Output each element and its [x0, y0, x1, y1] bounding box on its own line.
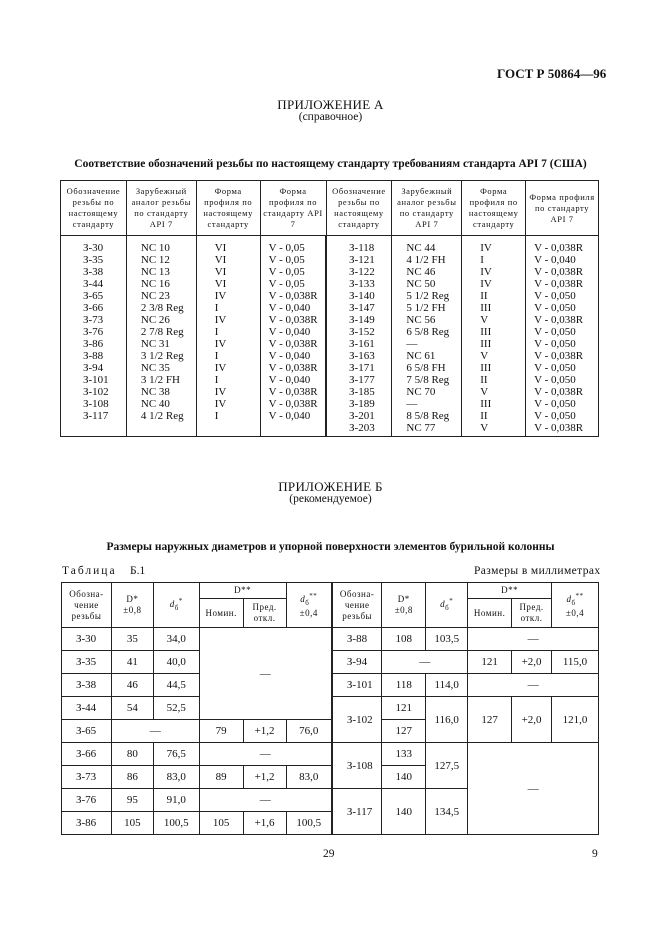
table-cell: V - 0,038R — [260, 362, 326, 374]
d-2star-header: D** — [199, 583, 286, 599]
table-cell: NC 16 — [126, 278, 196, 290]
value-cell: 103,5 — [426, 628, 468, 651]
table-cell: NC 10 — [126, 236, 196, 255]
value-cell: 127 — [382, 720, 426, 743]
table-cell: V - 0,05 — [260, 254, 326, 266]
table-cell: V - 0,040 — [260, 350, 326, 362]
db-star-header: $d_б^*$ — [153, 583, 199, 628]
table-label: Таблица — [62, 565, 117, 577]
designation-cell: З-102 — [61, 386, 127, 398]
column-header: Форма профиля по стандарту API 7 — [526, 181, 599, 236]
designation-cell: З-189 — [326, 398, 392, 410]
table-cell: NC 38 — [126, 386, 196, 398]
table-cell: NC 31 — [126, 338, 196, 350]
table-cell — [260, 422, 326, 437]
designation-cell: З-171 — [326, 362, 392, 374]
table-cell: III — [462, 326, 526, 338]
column-header: Форма профиля по стандарту API 7 — [260, 181, 326, 236]
table-cell: V — [462, 386, 526, 398]
value-cell: 121,0 — [552, 697, 599, 743]
table-cell: IV — [196, 290, 260, 302]
nominal-header: Номин. — [468, 599, 512, 628]
designation-cell: З-86 — [62, 812, 112, 835]
designation-cell: З-86 — [61, 338, 127, 350]
table-cell: 2 3/8 Reg — [126, 302, 196, 314]
table-cell: NC 50 — [392, 278, 462, 290]
designation-cell: З-30 — [62, 628, 112, 651]
table-cell: III — [462, 302, 526, 314]
table-row — [61, 362, 599, 374]
value-cell: 127,5 — [426, 743, 468, 789]
value-cell: 46 — [111, 674, 153, 697]
table-cell: NC 70 — [392, 386, 462, 398]
table-cell: V - 0,050 — [526, 374, 599, 386]
table-cell: V - 0,040 — [260, 326, 326, 338]
value-cell: 127 — [468, 697, 512, 743]
table-cell: II — [462, 374, 526, 386]
table-cell: 5 1/2 FH — [392, 302, 462, 314]
value-cell: 140 — [382, 766, 426, 789]
table-cell: V - 0,050 — [526, 338, 599, 350]
value-cell: 83,0 — [153, 766, 199, 789]
value-cell: 134,5 — [426, 789, 468, 835]
table-cell: V - 0,050 — [526, 410, 599, 422]
dash-cell: — — [468, 674, 599, 697]
designation-cell: З-35 — [61, 254, 127, 266]
table-row — [61, 302, 599, 314]
designation-cell: З-73 — [62, 766, 112, 789]
table-cell: V - 0,05 — [260, 278, 326, 290]
table-cell: V — [462, 314, 526, 326]
table-cell: V - 0,038R — [526, 386, 599, 398]
table-cell: V - 0,038R — [526, 422, 599, 437]
dash-cell: — — [468, 628, 599, 651]
table-cell: NC 61 — [392, 350, 462, 362]
designation-cell: З-44 — [62, 697, 112, 720]
value-cell: 41 — [111, 651, 153, 674]
table-row — [61, 278, 599, 290]
designation-cell: З-88 — [332, 628, 382, 651]
table-cell: I — [196, 302, 260, 314]
value-cell: 140 — [382, 789, 426, 835]
table-cell: 7 5/8 Reg — [392, 374, 462, 386]
designation-cell: З-30 — [61, 236, 127, 255]
designation-cell: З-161 — [326, 338, 392, 350]
table-cell: I — [196, 326, 260, 338]
value-cell: 105 — [199, 812, 243, 835]
value-cell: +1,2 — [243, 720, 286, 743]
table-cell: V - 0,050 — [526, 290, 599, 302]
value-cell: +2,0 — [512, 697, 552, 743]
table-cell: 6 5/8 Reg — [392, 326, 462, 338]
table-cell: II — [462, 410, 526, 422]
designation-cell: З-108 — [61, 398, 127, 410]
value-cell: 44,5 — [153, 674, 199, 697]
designation-cell: З-65 — [62, 720, 112, 743]
table-cell: V - 0,040 — [260, 410, 326, 422]
dash-cell: — — [199, 789, 332, 812]
d-star-header: D* ±0,8 — [111, 583, 153, 628]
table-cell — [196, 422, 260, 437]
table-cell: V - 0,038R — [526, 314, 599, 326]
value-cell: 83,0 — [286, 766, 332, 789]
db-2star-header: $d_б^{**}$ ±0,4 — [552, 583, 599, 628]
table-cell: V - 0,038R — [526, 266, 599, 278]
appendix-a-heading: ПРИЛОЖЕНИЕ А — [277, 97, 384, 112]
designation-header: Обозна- чение резьбы — [332, 583, 382, 628]
designation-cell: З-76 — [62, 789, 112, 812]
table-cell: NC 12 — [126, 254, 196, 266]
value-cell: 95 — [111, 789, 153, 812]
table-row — [61, 290, 599, 302]
table-cell: NC 23 — [126, 290, 196, 302]
table-cell: V - 0,038R — [526, 278, 599, 290]
value-cell: 89 — [199, 766, 243, 789]
table-cell: NC 77 — [392, 422, 462, 437]
table-cell: III — [462, 362, 526, 374]
column-header: Зарубежный аналог резьбы по стандарту API 7 — [392, 181, 462, 236]
table-header-row — [62, 583, 599, 599]
table-cell: V - 0,040 — [526, 254, 599, 266]
page-number-center: 29 — [323, 848, 335, 860]
value-cell: 52,5 — [153, 697, 199, 720]
table-row — [61, 374, 599, 386]
table-cell: IV — [462, 278, 526, 290]
designation-cell: З-73 — [61, 314, 127, 326]
table-row — [61, 254, 599, 266]
designation-cell: З-76 — [61, 326, 127, 338]
column-header: Обозначение резьбы по настоящему стандарту — [326, 181, 392, 236]
table-cell: 2 7/8 Reg — [126, 326, 196, 338]
designation-cell: З-122 — [326, 266, 392, 278]
value-cell: 40,0 — [153, 651, 199, 674]
value-cell: 34,0 — [153, 628, 199, 651]
table-cell: IV — [196, 386, 260, 398]
dash-cell: — — [199, 628, 332, 720]
designation-cell: З-66 — [62, 743, 112, 766]
d-2star-header: D** — [468, 583, 552, 599]
column-header: Форма профиля по настоящему стандарту — [462, 181, 526, 236]
designation-cell: З-121 — [326, 254, 392, 266]
dash-cell: — — [111, 720, 199, 743]
tolerance-header: Пред. откл. — [243, 599, 286, 628]
value-cell: 80 — [111, 743, 153, 766]
table-row — [61, 338, 599, 350]
designation-cell: З-101 — [61, 374, 127, 386]
column-header: Форма профиля по настоящему стандарту — [196, 181, 260, 236]
table-cell: V - 0,038R — [260, 290, 326, 302]
table-cell: NC 13 — [126, 266, 196, 278]
table-cell: IV — [196, 398, 260, 410]
table-cell: I — [462, 254, 526, 266]
value-cell: 54 — [111, 697, 153, 720]
table-cell: IV — [196, 362, 260, 374]
table-row — [61, 386, 599, 398]
designation-cell: З-117 — [332, 789, 382, 835]
table-cell: I — [196, 350, 260, 362]
column-header: Зарубежный аналог резьбы по стандарту API 7 — [126, 181, 196, 236]
table-cell: NC 56 — [392, 314, 462, 326]
table-cell: 3 1/2 FH — [126, 374, 196, 386]
table-cell: 4 1/2 FH — [392, 254, 462, 266]
designation-cell: З-101 — [332, 674, 382, 697]
table-cell: VI — [196, 278, 260, 290]
table-cell: 6 5/8 FH — [392, 362, 462, 374]
table-cell: V - 0,050 — [526, 326, 599, 338]
designation-cell: З-147 — [326, 302, 392, 314]
designation-cell: З-108 — [332, 743, 382, 789]
table-row — [61, 350, 599, 362]
table-cell: V - 0,05 — [260, 266, 326, 278]
table-cell: IV — [462, 236, 526, 255]
table-row — [62, 628, 599, 651]
dimensions-table — [61, 582, 599, 835]
table-row — [61, 326, 599, 338]
page-number-right: 9 — [592, 848, 598, 860]
value-cell: 76,5 — [153, 743, 199, 766]
table-cell: V - 0,038R — [260, 338, 326, 350]
designation-cell: З-38 — [61, 266, 127, 278]
value-cell: 76,0 — [286, 720, 332, 743]
designation-cell: З-102 — [332, 697, 382, 743]
table-cell: NC 46 — [392, 266, 462, 278]
table-cell: II — [462, 290, 526, 302]
dash-cell: — — [199, 743, 332, 766]
table-cell: V - 0,040 — [260, 374, 326, 386]
table-cell: 5 1/2 Reg — [392, 290, 462, 302]
dash-cell: — — [468, 743, 599, 835]
value-cell: 133 — [382, 743, 426, 766]
table-row — [61, 398, 599, 410]
d-star-header: D* ±0,8 — [382, 583, 426, 628]
designation-cell: З-88 — [61, 350, 127, 362]
value-cell: 100,5 — [153, 812, 199, 835]
appendix-b-heading: ПРИЛОЖЕНИЕ Б — [278, 479, 383, 494]
designation-cell: З-94 — [332, 651, 382, 674]
appendix-b-table-title: Размеры наружных диаметров и упорной поверхности элементов бурильной колонны — [106, 541, 555, 553]
table-cell — [126, 422, 196, 437]
table-cell: IV — [196, 338, 260, 350]
designation-cell: З-65 — [61, 290, 127, 302]
table-cell: V - 0,038R — [260, 314, 326, 326]
designation-cell: З-44 — [61, 278, 127, 290]
table-cell: V - 0,038R — [526, 236, 599, 255]
designation-cell: З-66 — [61, 302, 127, 314]
designation-cell: З-38 — [62, 674, 112, 697]
dash-cell: — — [382, 651, 468, 674]
designation-cell: З-177 — [326, 374, 392, 386]
value-cell: 114,0 — [426, 674, 468, 697]
designation-cell: З-118 — [326, 236, 392, 255]
table-cell: NC 35 — [126, 362, 196, 374]
value-cell: 115,0 — [552, 651, 599, 674]
appendix-a-subheading: (справочное) — [298, 111, 363, 123]
designation-cell: З-185 — [326, 386, 392, 398]
designation-cell — [61, 422, 127, 437]
appendix-b-subheading: (рекомендуемое) — [289, 493, 372, 505]
table-row — [62, 743, 599, 766]
value-cell: +1,6 — [243, 812, 286, 835]
table-row — [61, 410, 599, 422]
table-row — [61, 236, 599, 255]
table-row — [61, 266, 599, 278]
db-star-header: $d_б^*$ — [426, 583, 468, 628]
table-cell: III — [462, 338, 526, 350]
designation-cell: З-94 — [61, 362, 127, 374]
value-cell: 100,5 — [286, 812, 332, 835]
table-cell: NC 40 — [126, 398, 196, 410]
designation-cell: З-149 — [326, 314, 392, 326]
value-cell: +2,0 — [512, 651, 552, 674]
table-cell: IV — [462, 266, 526, 278]
table-cell: VI — [196, 254, 260, 266]
designation-cell: З-203 — [326, 422, 392, 437]
value-cell: 105 — [111, 812, 153, 835]
table-header-row — [61, 181, 599, 236]
designation-cell: З-117 — [61, 410, 127, 422]
thread-correspondence-table — [60, 180, 599, 437]
value-cell: +1,2 — [243, 766, 286, 789]
designation-header: Обозна- чение резьбы — [62, 583, 112, 628]
nominal-header: Номин. — [199, 599, 243, 628]
appendix-a-table-title: Соответствие обозначений резьбы по настоящему стандарту требованиям стандарта API 7 (США) — [74, 158, 587, 170]
designation-cell: З-152 — [326, 326, 392, 338]
designation-cell: З-140 — [326, 290, 392, 302]
table-cell: V - 0,05 — [260, 236, 326, 255]
document-id: ГОСТ Р 50864—96 — [497, 66, 607, 81]
designation-cell: З-35 — [62, 651, 112, 674]
table-cell: V - 0,050 — [526, 302, 599, 314]
table-cell: — — [392, 338, 462, 350]
table-cell: V - 0,038R — [260, 386, 326, 398]
table-cell: VI — [196, 266, 260, 278]
value-cell: 118 — [382, 674, 426, 697]
table-cell: V - 0,038R — [260, 398, 326, 410]
table-cell: NC 26 — [126, 314, 196, 326]
value-cell: 86 — [111, 766, 153, 789]
table-cell: V - 0,040 — [260, 302, 326, 314]
table-units: Размеры в миллиметрах — [474, 565, 601, 577]
table-row — [61, 314, 599, 326]
designation-cell: З-163 — [326, 350, 392, 362]
table-cell: NC 44 — [392, 236, 462, 255]
column-header: Обозначение резьбы по настоящему стандарту — [61, 181, 127, 236]
value-cell: 79 — [199, 720, 243, 743]
value-cell: 121 — [468, 651, 512, 674]
table-cell: III — [462, 398, 526, 410]
table-cell: — — [392, 398, 462, 410]
table-cell: V - 0,050 — [526, 362, 599, 374]
db-2star-header: $d_б^{**}$ ±0,4 — [286, 583, 332, 628]
table-cell: 4 1/2 Reg — [126, 410, 196, 422]
designation-cell: З-201 — [326, 410, 392, 422]
table-cell: V — [462, 422, 526, 437]
table-cell: I — [196, 410, 260, 422]
table-cell: V — [462, 350, 526, 362]
table-cell: IV — [196, 314, 260, 326]
tolerance-header: Пред. откл. — [512, 599, 552, 628]
value-cell: 35 — [111, 628, 153, 651]
table-cell: V - 0,050 — [526, 398, 599, 410]
table-cell: I — [196, 374, 260, 386]
table-cell: 8 5/8 Reg — [392, 410, 462, 422]
value-cell: 121 — [382, 697, 426, 720]
value-cell: 116,0 — [426, 697, 468, 743]
table-cell: 3 1/2 Reg — [126, 350, 196, 362]
value-cell: 108 — [382, 628, 426, 651]
designation-cell: З-133 — [326, 278, 392, 290]
table-row — [61, 422, 599, 437]
table-cell: V - 0,038R — [526, 350, 599, 362]
table-cell: VI — [196, 236, 260, 255]
table-number: Б.1 — [130, 565, 146, 577]
value-cell: 91,0 — [153, 789, 199, 812]
